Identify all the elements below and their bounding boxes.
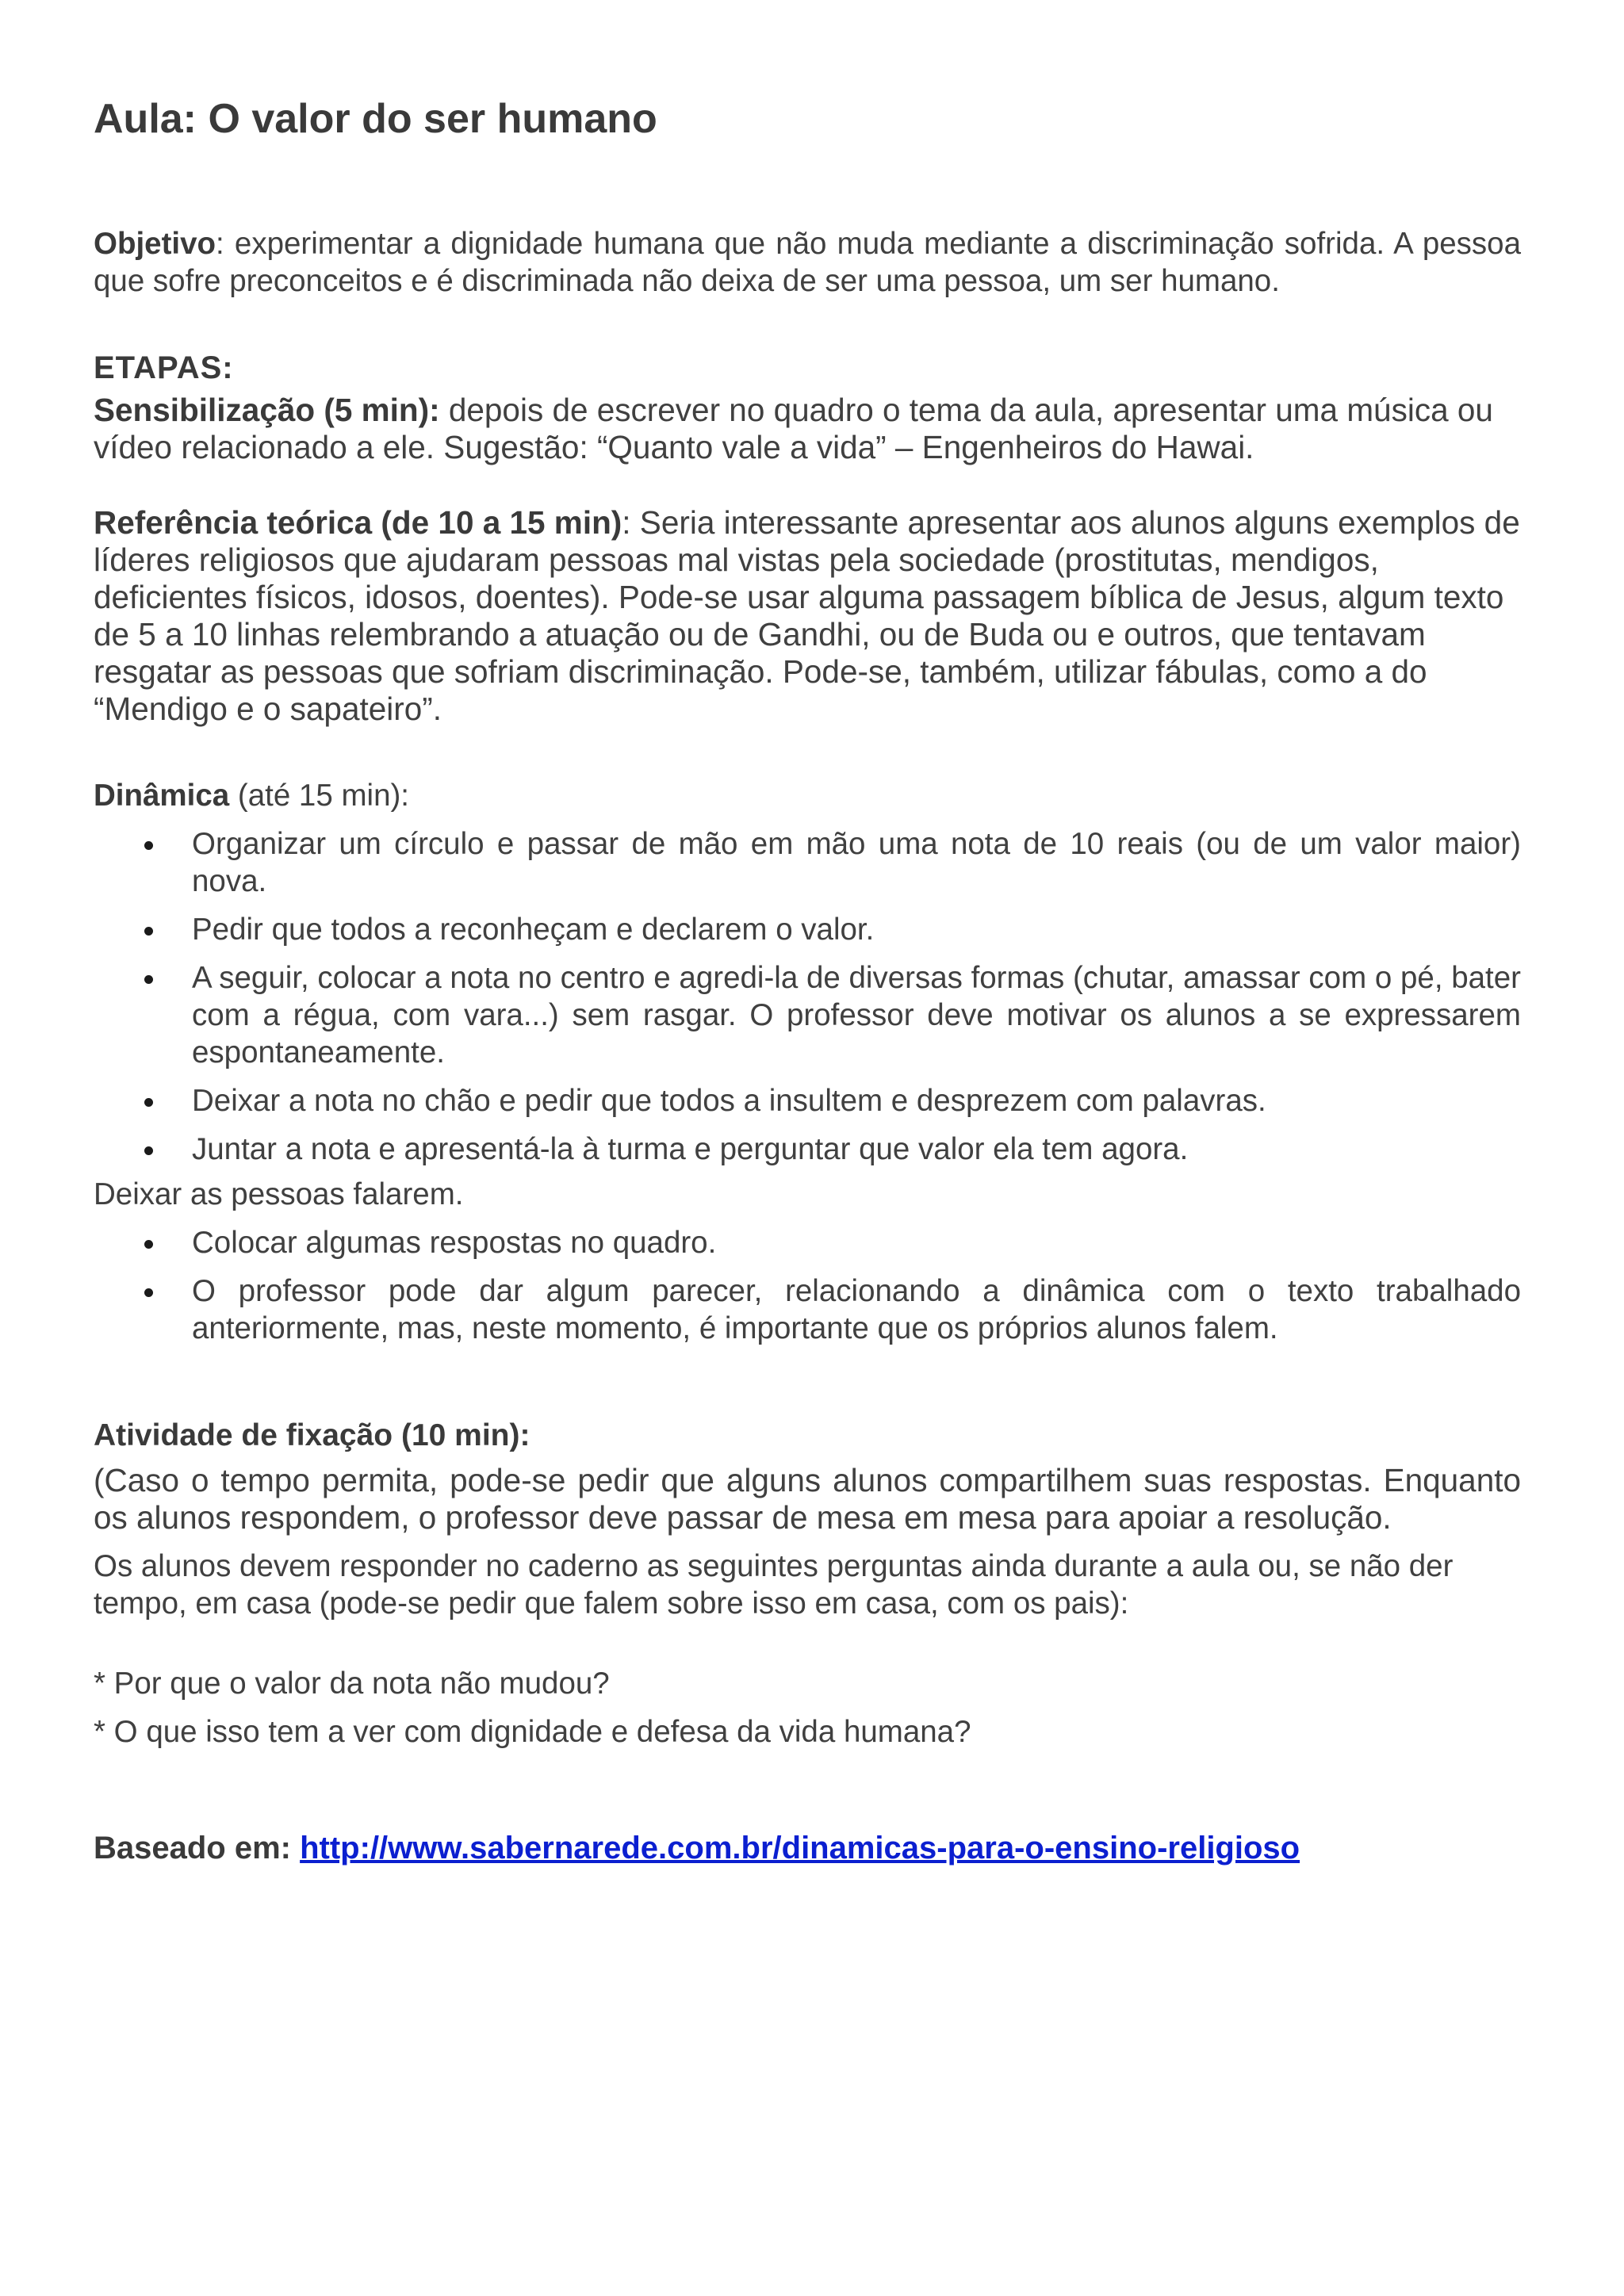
fixacao-paragraph-2: Os alunos devem responder no caderno as seguintes perguntas ainda durante a aula ou, se não der tempo, em casa (pode-se pedir que falem sobre isso em casa, com os pais): [94, 1549, 1454, 1621]
sensibilizacao-label: Sensibilização (5 min): [94, 392, 440, 428]
list-item: Organizar um círculo e passar de mão em mão uma nota de 10 reais (ou de um valor maior) nova. [192, 825, 1521, 900]
bullet-icon [144, 975, 153, 984]
bullet-icon [144, 927, 153, 936]
question-1: * Por que o valor da nota não mudou? [94, 1667, 610, 1701]
etapas-heading: ETAPAS: [94, 350, 234, 385]
bullet-icon [144, 841, 153, 850]
document-page [94, 94, 1521, 1867]
referencia-text: : Seria interessante apresentar aos alunos alguns exemplos de líderes religiosos que ajudaram pessoas mal vistas pela sociedade (prostitutas, mendigos, deficientes físicos, idosos, doentes). Pode-se usar alguma passagem bíblica de Jesus, algum texto de 5 a 10 linhas relembrando a atuação ou de Gandhi, ou de Buda ou e outros, que tentavam resgatar as pessoas que sofriam discriminação. Pode-se, também, utilizar fábulas, como a do “Mendigo e o sapateiro”. [94, 504, 1520, 727]
bullet-icon [144, 1288, 153, 1297]
list-item: Pedir que todos a reconheçam e declarem o valor. [192, 911, 1521, 948]
dinamica-label: Dinâmica [94, 779, 230, 813]
question-2: * O que isso tem a ver com dignidade e defesa da vida humana? [94, 1715, 971, 1749]
list-item: Juntar a nota e apresentá-la à turma e perguntar que valor ela tem agora. [192, 1131, 1521, 1168]
dinamica-suffix: (até 15 min): [229, 779, 409, 813]
list-item: A seguir, colocar a nota no centro e agredi-la de diversas formas (chutar, amassar com o pé, bater com a régua, com vara...) sem rasgar. O professor deve motivar os alunos a se expressarem espontaneamente. [192, 959, 1521, 1071]
bullet-icon [144, 1146, 153, 1155]
objetivo-text: : experimentar a dignidade humana que não muda mediante a discriminação sofrida. A pessoa que sofre preconceitos e é discriminada não deixa de ser uma pessoa, um ser humano. [94, 227, 1521, 298]
list-item: Deixar a nota no chão e pedir que todos a insultem e desprezem com palavras. [192, 1082, 1521, 1119]
list-item: O professor pode dar algum parecer, relacionando a dinâmica com o texto trabalhado anteriormente, mas, neste momento, é importante que os próprios alunos falem. [192, 1272, 1521, 1347]
objetivo-paragraph [94, 225, 1521, 300]
referencia-paragraph [94, 504, 1521, 728]
dinamica-list-b [94, 1224, 1521, 1347]
bullet-icon [144, 1098, 153, 1107]
sensibilizacao-text: depois de escrever no quadro o tema da aula, apresentar uma música ou vídeo relacionado a ele. Sugestão: “Quanto vale a vida” – Engenheiros do Hawai. [94, 392, 1493, 465]
source-link[interactable]: http://www.sabernarede.com.br/dinamicas-para-o-ensino-religioso [300, 1831, 1300, 1866]
fixacao-heading: Atividade de fixação (10 min): [94, 1418, 530, 1452]
referencia-label: Referência teórica (de 10 a 15 min) [94, 504, 622, 541]
fixacao-paragraph-1: (Caso o tempo permita, pode-se pedir que alguns alunos compartilhem suas respostas. Enquanto os alunos respondem, o professor deve passar de mesa em mesa para apoiar a resolução. [94, 1462, 1521, 1536]
page-title: Aula: O valor do ser humano [94, 96, 657, 142]
baseado-label: Baseado em: [94, 1831, 301, 1866]
dinamica-list-a [94, 825, 1521, 1168]
baseado-line [94, 1830, 1521, 1867]
dinamica-heading [94, 777, 1521, 814]
list-item: Colocar algumas respostas no quadro. [192, 1224, 1521, 1261]
dinamica-middle-text: Deixar as pessoas falarem. [94, 1177, 464, 1211]
bullet-icon [144, 1240, 153, 1249]
sensibilizacao-paragraph [94, 392, 1521, 466]
objetivo-label: Objetivo [94, 227, 216, 261]
